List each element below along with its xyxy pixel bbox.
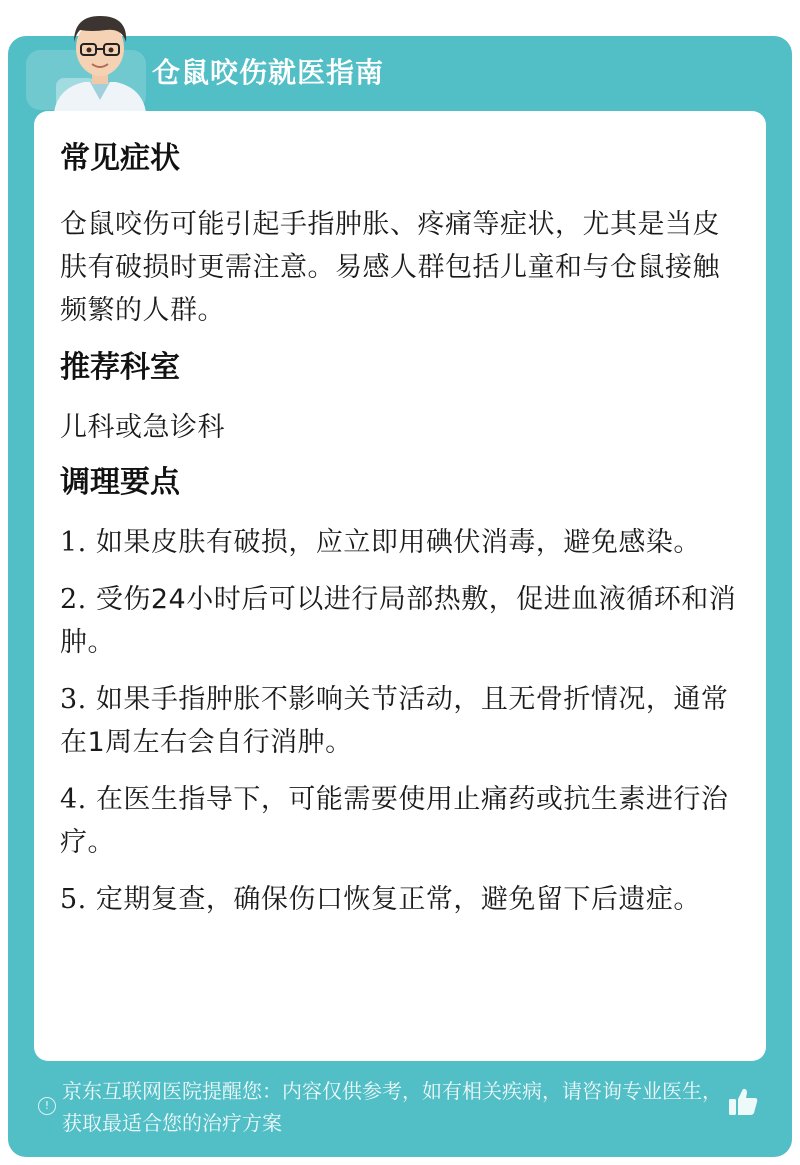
symptoms-text: 仓鼠咬伤可能引起手指肿胀、疼痛等症状，尤其是当皮肤有破损时更需注意。易感人群包括儿童和与仓鼠接触频繁的人群。	[60, 209, 720, 326]
list-item: 1. 如果皮肤有破损，应立即用碘伏消毒，避免感染。	[60, 527, 701, 558]
list-item: 4. 在医生指导下，可能需要使用止痛药或抗生素进行治疗。	[60, 784, 729, 858]
disclaimer-text: 京东互联网医院提醒您：内容仅供参考，如有相关疾病，请咨询专业医生，获取最适合您的治疗方案	[62, 1079, 722, 1135]
list-item: 2. 受伤24小时后可以进行局部热敷，促进血液循环和消肿。	[60, 584, 737, 658]
info-icon: !	[38, 1097, 56, 1115]
thumbs-up-icon[interactable]	[726, 1085, 760, 1119]
page-title: 仓鼠咬伤就医指南	[152, 56, 385, 89]
content-card	[34, 111, 766, 1061]
department-text: 儿科或急诊科	[60, 412, 225, 443]
care-list	[60, 521, 740, 921]
doctor-avatar	[44, 8, 156, 112]
section-title-care: 调理要点	[60, 465, 180, 500]
section-title-symptoms: 常见症状	[60, 141, 180, 176]
list-item: 5. 定期复查，确保伤口恢复正常，避免留下后遗症。	[60, 884, 701, 915]
list-item: 3. 如果手指肿胀不影响关节活动，且无骨折情况，通常在1周左右会自行消肿。	[60, 684, 729, 758]
section-title-department: 推荐科室	[60, 350, 180, 385]
